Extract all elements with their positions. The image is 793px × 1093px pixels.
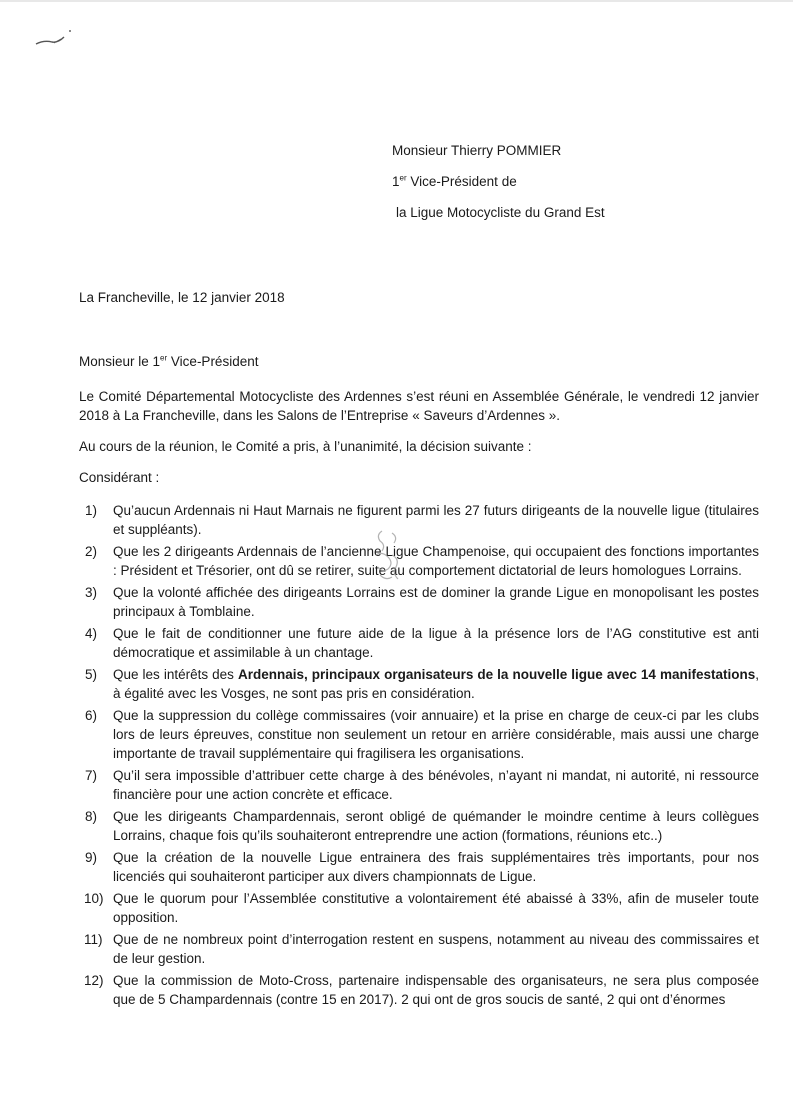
list-item-number: 6) <box>84 708 97 723</box>
list-item <box>79 807 759 845</box>
list-item-number: 9) <box>84 850 97 865</box>
list-item-text: Que le fait de conditionner une future aide de la ligue à la présence lors de l’AG constitutive est anti démocratique et assimilable à un chantage. <box>113 626 759 660</box>
list-item-number: 2) <box>84 544 97 559</box>
list-item <box>79 542 759 580</box>
recipient-title-prefix: 1 <box>392 174 400 189</box>
considerations-list <box>79 501 759 1009</box>
list-item-number: 7) <box>84 768 97 783</box>
place-date: La Francheville, le 12 janvier 2018 <box>79 290 285 305</box>
list-item-number: 12) <box>84 973 104 988</box>
list-item-text: Qu’il sera impossible d’attribuer cette charge à des bénévoles, n’ayant ni mandat, ni autorité, ni ressource financière pour une action concrète et efficace. <box>113 768 759 802</box>
list-item-text: Que les 2 dirigeants Ardennais de l’ancienne Ligue Champenoise, qui occupaient des fonctions importantes : Président et Trésorier, ont dû se retirer, suite au comportement dictatorial de leurs homologues Lorrains. <box>113 544 759 578</box>
list-item-text: Que la suppression du collège commissaires (voir annuaire) et la prise en charge de ceux-ci par les clubs lors de leurs épreuves, constitue non seulement un retour en arrière considérable, mais aussi une charge importante de travail supplémentaire qui fragilisera les organisations. <box>113 708 759 761</box>
decision-paragraph: Au cours de la réunion, le Comité a pris, à l’unanimité, la décision suivante : <box>79 439 532 454</box>
recipient-title-sup: er <box>399 173 407 183</box>
list-item-number: 1) <box>84 503 97 518</box>
considerant-heading: Considérant : <box>79 470 160 485</box>
list-item-text: Que le quorum pour l’Assemblée constitutive a volontairement été abaissé à 33%, afin de museler toute opposition. <box>113 891 759 925</box>
recipient-title <box>392 166 605 197</box>
salutation-prefix: Monsieur le 1 <box>79 354 161 369</box>
list-item <box>79 706 759 763</box>
salutation-suffix: Vice-Président <box>167 354 259 369</box>
salutation-sup: er <box>160 353 168 363</box>
list-item-text: Que de ne nombreux point d’interrogation restent en suspens, notamment au niveau des commissaires et de leur gestion. <box>113 932 759 966</box>
list-item-text: Que la création de la nouvelle Ligue entrainera des frais supplémentaires très importants, pour nos licenciés qui souhaiteront participer aux divers championnats de Ligue. <box>113 850 759 884</box>
list-item-text: Que la volonté affichée des dirigeants Lorrains est de dominer la grande Ligue en monopolisant les postes principaux à Tomblaine. <box>113 585 759 619</box>
list-item-text: Qu’aucun Ardennais ni Haut Marnais ne figurent parmi les 27 futurs dirigeants de la nouvelle ligue (titulaires et suppléants). <box>113 503 759 537</box>
list-item <box>79 583 759 621</box>
recipient-name: Monsieur Thierry POMMIER <box>392 143 562 158</box>
scan-mark-icon <box>34 28 78 50</box>
list-item-bold-text: Ardennais, principaux organisateurs de la nouvelle ligue avec 14 manifestations <box>237 667 756 682</box>
list-item-text-after: , à égalité avec les Vosges, ne sont pas pris en considération. <box>113 667 759 701</box>
list-item <box>79 971 759 1009</box>
list-item-text: Que la commission de Moto-Cross, partenaire indispensable des organisateurs, ne sera plus composée que de 5 Champardennais (contre 15 en 2017). 2 qui ont de gros soucis de santé, 2 qui ont d’énormes <box>113 973 759 1007</box>
list-item <box>79 501 759 539</box>
list-item-number: 4) <box>84 626 97 641</box>
letter-body <box>79 352 759 1012</box>
intro-paragraph: Le Comité Départemental Motocycliste des Ardennes s’est réuni en Assemblée Générale, le vendredi 12 janvier 2018 à La Francheville, dans les Salons de l’Entreprise « Saveurs d’Ardennes ». <box>79 389 759 423</box>
list-item-number: 11) <box>84 932 103 947</box>
salutation <box>79 352 759 371</box>
list-item-text: Que les intérêts des <box>113 667 238 682</box>
list-item-number: 3) <box>84 585 97 600</box>
recipient-organization: la Ligue Motocycliste du Grand Est <box>396 205 605 220</box>
list-item <box>79 766 759 804</box>
list-item <box>79 889 759 927</box>
list-item <box>79 624 759 662</box>
recipient-title-suffix: Vice-Président de <box>406 174 517 189</box>
list-item-number: 8) <box>84 809 97 824</box>
recipient-block <box>392 135 605 228</box>
scan-top-edge <box>0 0 793 2</box>
list-item <box>79 848 759 886</box>
list-item-text: Que les dirigeants Champardennais, seront obligé de quémander le moindre centime à leurs collègues Lorrains, chaque fois qu’ils souhaiteront entreprendre une action (formations, réunions etc..) <box>113 809 759 843</box>
list-item <box>79 930 759 968</box>
list-item-number: 10) <box>84 891 104 906</box>
list-item <box>79 665 759 703</box>
list-item-number: 5) <box>84 667 97 682</box>
